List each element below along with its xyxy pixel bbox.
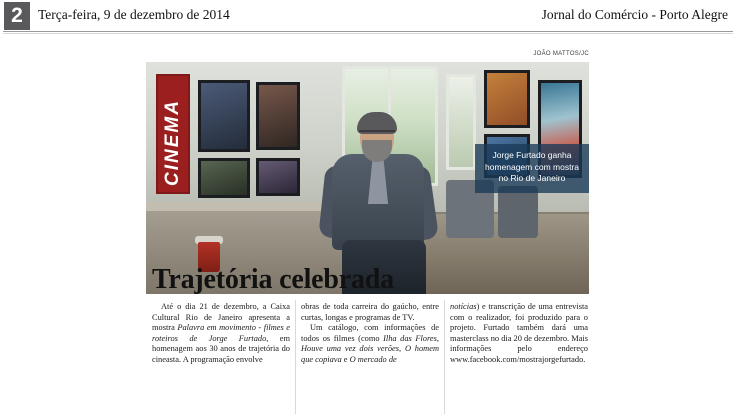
photo-chair-2: [498, 186, 538, 238]
article-column-3: [450, 302, 588, 412]
cinema-sign-label: CINEMA: [162, 99, 183, 186]
photo-caption: Jorge Furtado ganha homenagem com mostra no Rio de Janeiro: [475, 144, 589, 193]
article-body: [152, 302, 588, 412]
article-column-2: [301, 302, 439, 412]
paragraph: Um catálogo, com informações de todos os filmes (como Ilha das Flores, Houve uma vez dois verões, O homem que copiava e O mercado de: [301, 323, 439, 364]
photo-scene: [146, 62, 589, 294]
paragraph: obras de toda carreira do gaúcho, entre curtas, longas e programas de TV.: [301, 302, 439, 322]
article-headline: Trajetória celebrada: [152, 264, 394, 295]
photo-poster-4: [256, 158, 300, 196]
article-photo: [146, 62, 589, 294]
photo-poster-2: [256, 82, 300, 150]
masthead: [0, 0, 736, 34]
paragraph: notícias) e transcrição de uma entrevista com o realizador, foi produzido para o projeto. Furtado também dará uma masterclass no dia 20 de dezembro. Mais informações pelo endereço www.facebook.com/mostrajorgefurtado.: [450, 302, 588, 364]
masthead-publication: Jornal do Comércio - Porto Alegre: [541, 7, 728, 22]
photo-window-right: [446, 74, 476, 170]
masthead-date: Terça-feira, 9 de dezembro de 2014: [38, 7, 230, 22]
photo-poster-5: [484, 70, 530, 128]
paragraph: Até o dia 21 de dezembro, a Caixa Cultural Rio de Janeiro apresenta a mostra Palavra em movimento - filmes e roteiros de Jorge Furtado, em homenagem aos 30 anos de trajetória do cineasta. A programação envolve: [152, 302, 291, 364]
photo-credit: JOÃO MATTOS/JC: [533, 51, 589, 57]
page-number: 2: [4, 2, 30, 30]
cinema-sign: [158, 76, 188, 192]
masthead-divider-secondary: [3, 33, 733, 34]
masthead-divider: [3, 31, 733, 32]
photo-counter-top: [146, 202, 342, 211]
article-column-1: [152, 302, 290, 412]
photo-poster-1: [198, 80, 250, 152]
photo-poster-3: [198, 158, 250, 198]
photo-person-glasses: [359, 130, 395, 139]
